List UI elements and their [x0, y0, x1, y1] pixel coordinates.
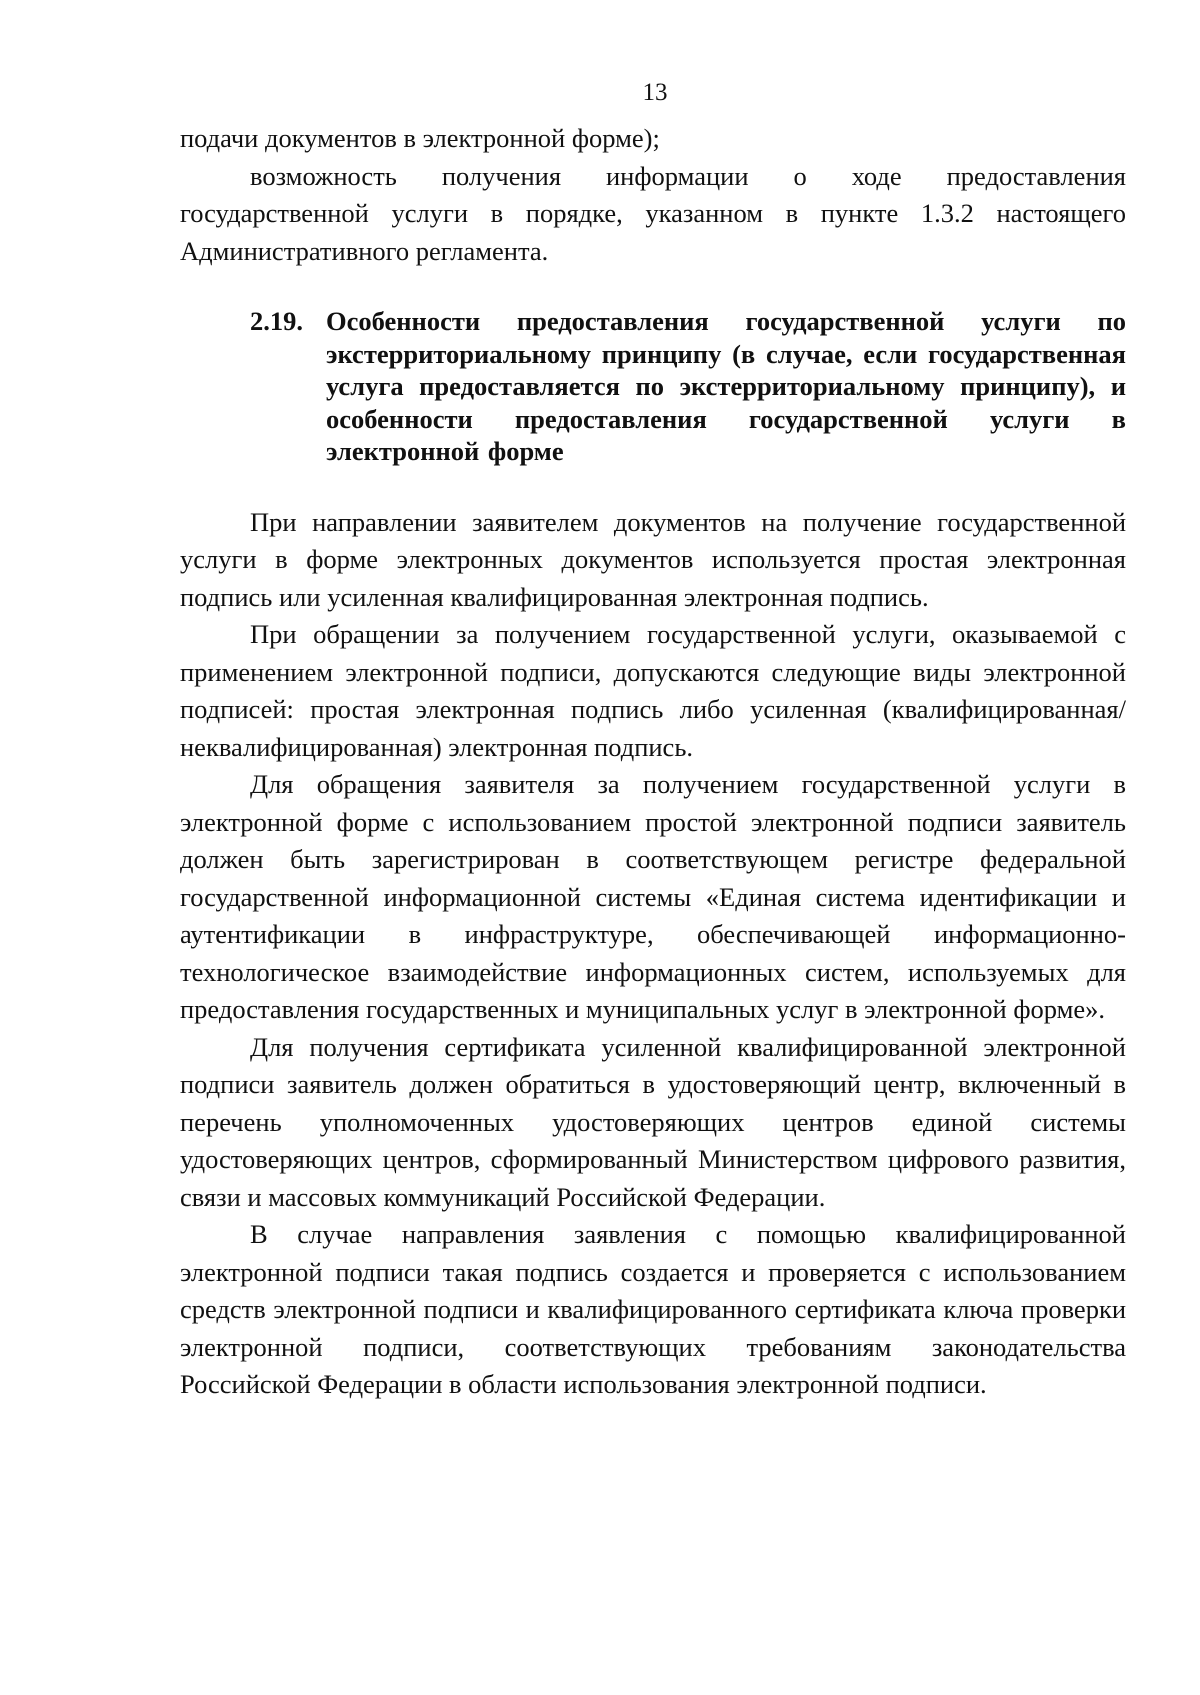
- paragraph: При обращении за получением государственной услуги, оказываемой с применением электронной подписи, допускаются следующие виды электронной подписей: простая электронная подпись либо усиленная (квалифицированная/неквалифицированная) электронная подпись.: [180, 619, 1126, 762]
- paragraph: В случае направления заявления с помощью квалифицированной электронной подписи такая подпись создается и проверяется с использованием средств электронной подписи и квалифицированного сертификата ключа проверки электронной подписи, соответствующих требованиям законодательства Российской Федерации в области использования электронной подписи.: [180, 1219, 1126, 1399]
- document-body: [180, 120, 1126, 1404]
- section-number: 2.19.: [250, 306, 303, 336]
- paragraph: возможность получения информации о ходе предоставления государственной услуги в порядке, указанном в пункте 1.3.2 настоящего Административного регламента.: [180, 160, 1126, 266]
- paragraph: Для получения сертификата усиленной квалифицированной электронной подписи заявитель должен обратиться в удостоверяющий центр, включенный в перечень уполномоченных удостоверяющих центров единой системы удостоверяющих центров, сформированный Министерством цифрового развития, связи и массовых коммуникаций Российской Федерации.: [180, 1031, 1126, 1212]
- section-heading: [180, 305, 1126, 468]
- paragraph: Для обращения заявителя за получением государственной услуги в электронной форме с использованием простой электронной подписи заявитель должен быть зарегистрирован в соответствующем регистре федеральной государственной информационной системы «Единая система идентификации и аутентификации в инфраструктуре, обеспечивающей информационно-технологическое взаимодействие информационных систем, используемых для предоставления государственных и муниципальных услуг в электронной форме».: [180, 769, 1126, 1024]
- section-title: Особенности предоставления государственной услуги по экстерриториальному принципу (в случае, если государственная услуга предоставляется по экстерриториальному принципу), и особенности предоставления государственной услуги в электронной форме: [326, 306, 1126, 466]
- page-number: 13: [642, 79, 668, 106]
- paragraph-continuation: подачи документов в электронной форме);: [180, 123, 660, 153]
- paragraph: При направлении заявителем документов на получение государственной услуги в форме электронных документов используется простая электронная подпись или усиленная квалифицированная электронная подпись.: [180, 506, 1126, 612]
